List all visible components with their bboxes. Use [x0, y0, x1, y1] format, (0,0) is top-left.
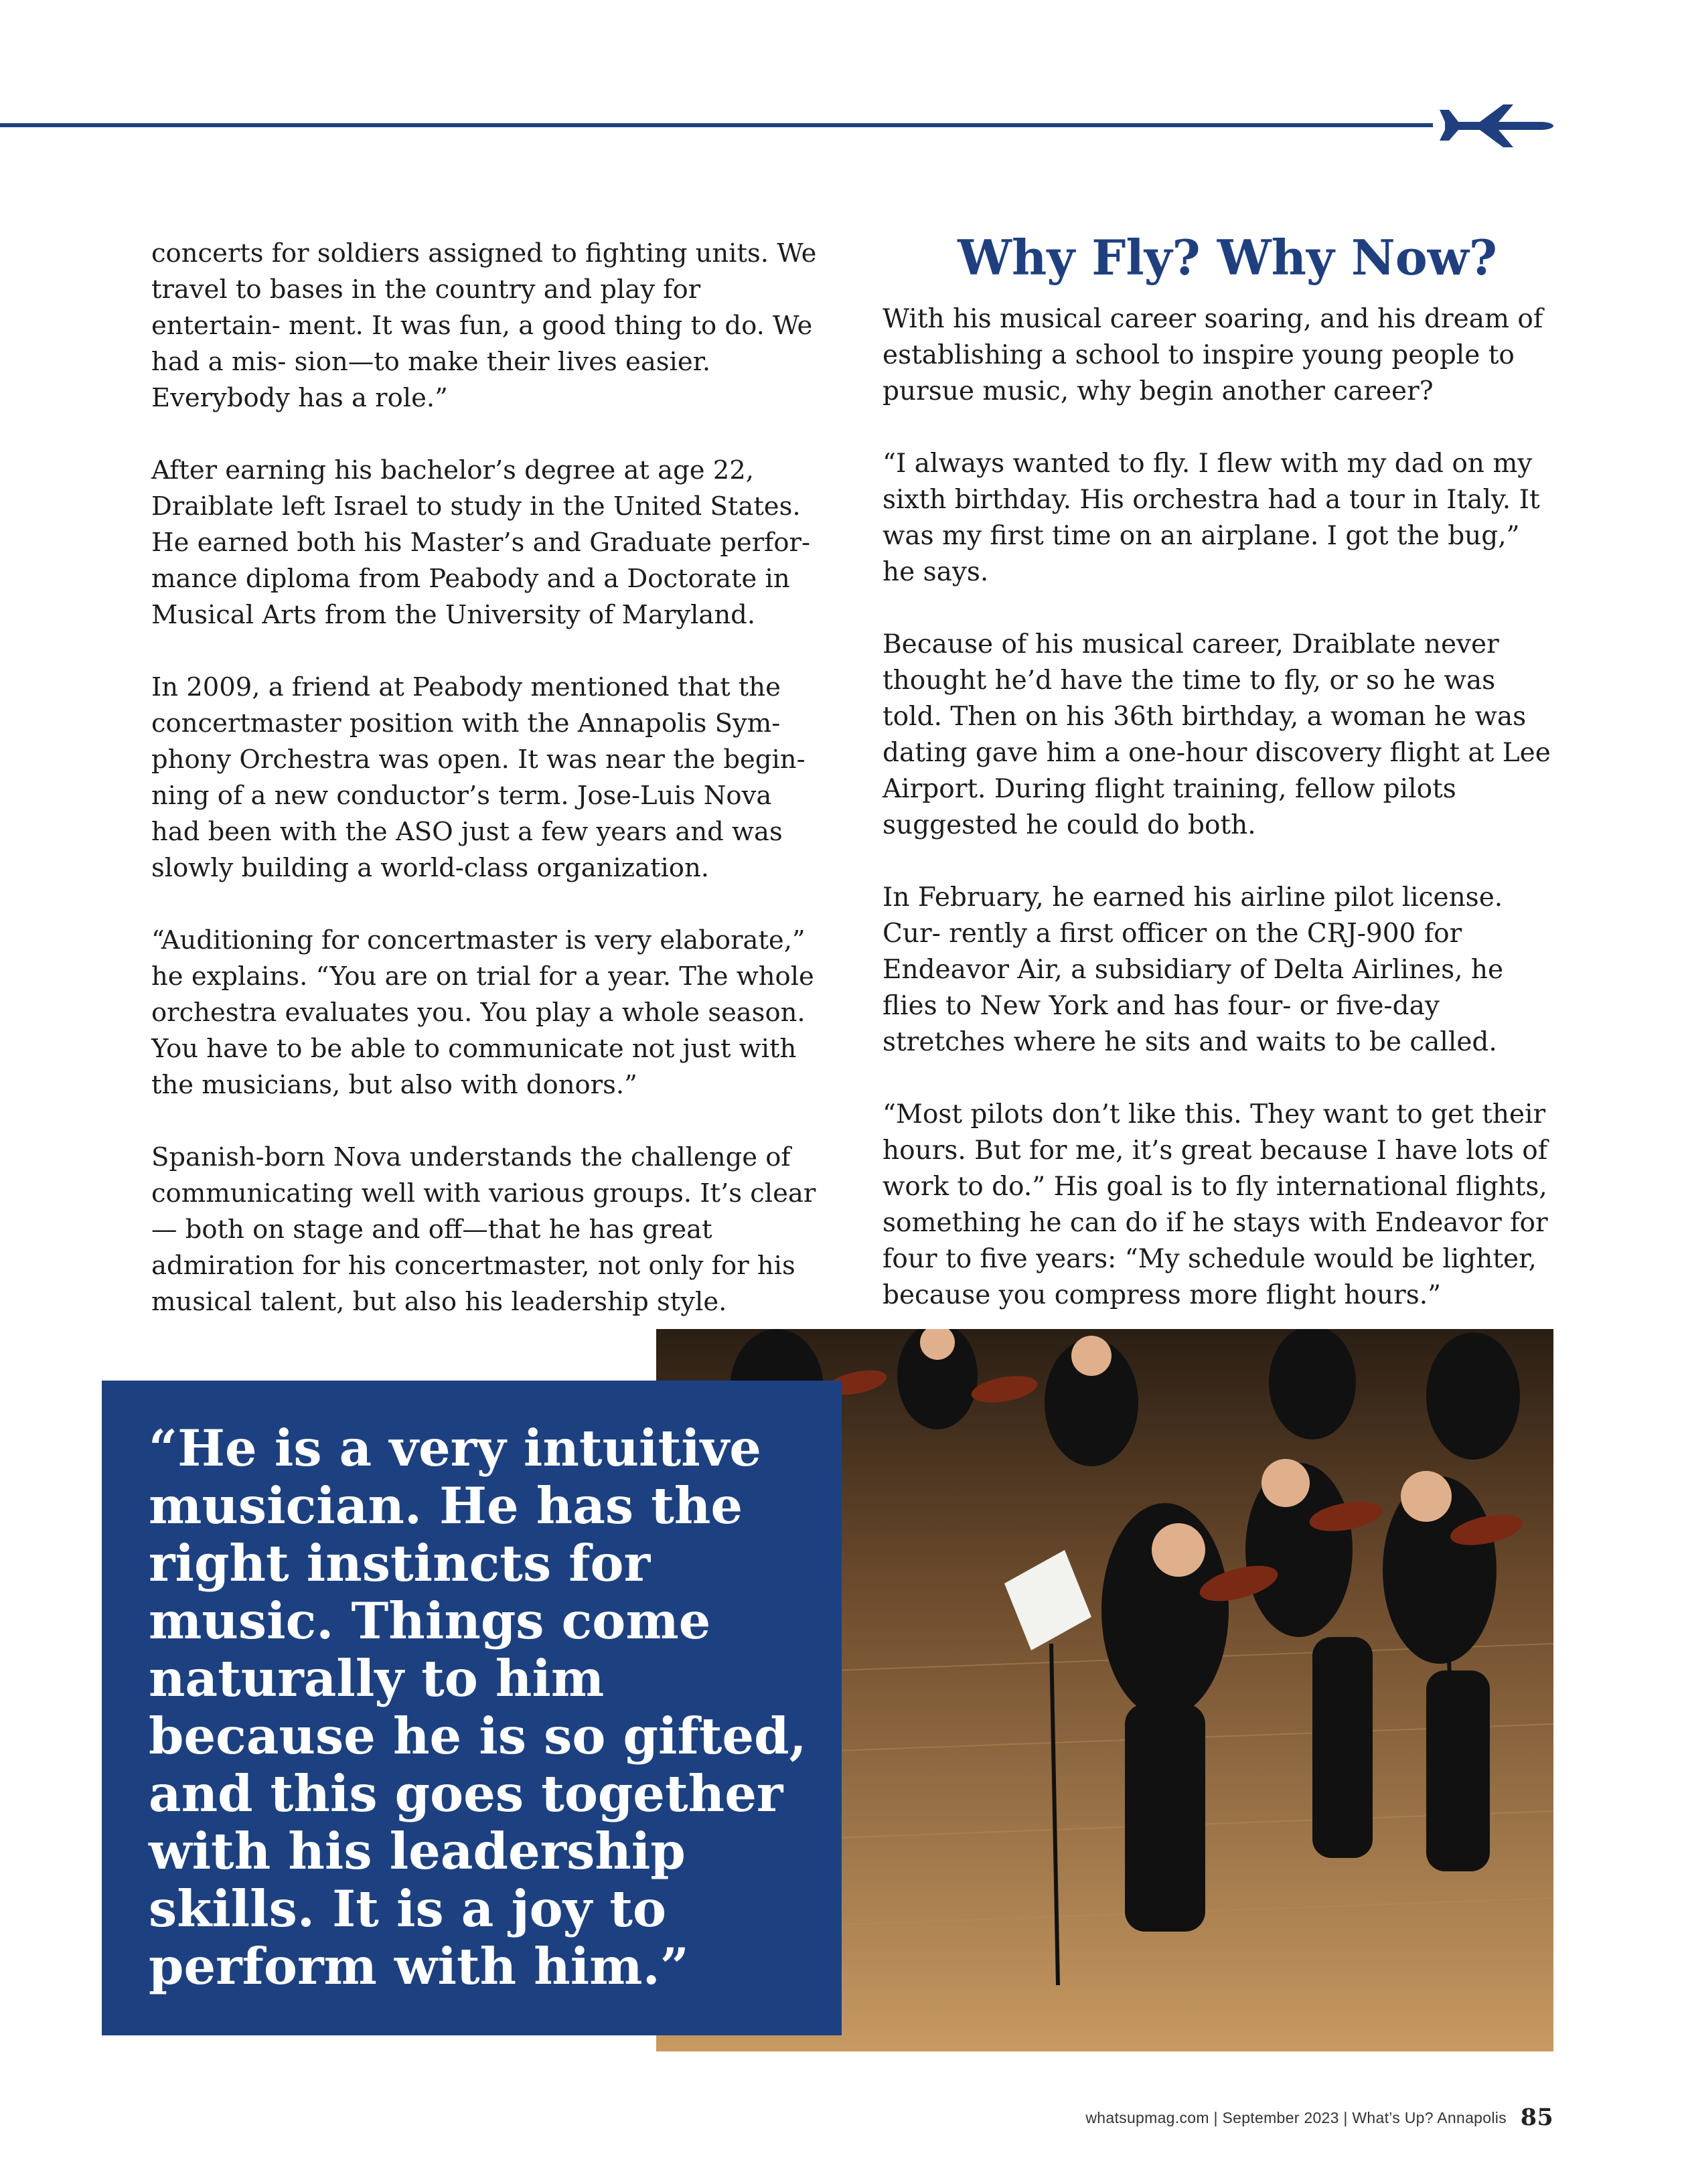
right-paragraph-1: With his musical career soaring, and his dream of establishing a school to inspire young people to pursue music, why begin another career? [883, 304, 1543, 406]
left-paragraph-1: concerts for soldiers assigned to fighting units. We travel to bases in the country and play for entertain- ment. It was fun, a good thing to do. We had a mis- sion—to make their lives easier. Everybody has a role.” [151, 238, 817, 413]
left-paragraph-5: Spanish-born Nova understands the challenge of communicating well with various groups. It’s clear— both on stage and off—that he has great admiration for his concertmaster, not only for his musical talent, but also his leadership style. [151, 1142, 816, 1317]
left-paragraph-2: After earning his bachelor’s degree at age 22, Draiblate left Israel to study in the United States. He earned both his Master’s and Graduate perfor- mance diploma from Peabody and a Doctorate in Musical Arts from the University of Maryland. [151, 455, 810, 630]
airplane-icon [1440, 102, 1553, 149]
left-paragraph-3: In 2009, a friend at Peabody mentioned that the concertmaster position with the Annapolis Sym- phony Orchestra was open. It was near the begin- ning of a new conductor’s term. Jose-Luis Nova had been with the ASO just a few years and was slowly building a world-class organization. [151, 672, 806, 883]
header-rule [0, 123, 1433, 127]
left-column [151, 236, 821, 1356]
footer-text: whatsupmag.com | September 2023 | What’s Up? Annapolis [1085, 2109, 1507, 2126]
page-footer [1085, 2104, 1553, 2131]
right-paragraph-4: In February, he earned his airline pilot license. Cur- rently a first officer on the CRJ-900 for Endeavor Air, a subsidiary of Delta Airlines, he flies to New York and has four- or five-day stretches where he sits and waits to be called. [883, 882, 1504, 1057]
pull-quote-text: “He is a very intuitive musician. He has the right instincts for music. Things come naturally to him because he is so gifted, and this goes together with his leadership skills. It is a joy to perform with him.” [149, 1419, 807, 1996]
right-paragraph-5: “Most pilots don’t like this. They want to get their hours. But for me, it’s great because I have lots of work to do.” His goal is to fly international flights, something he can do if he stays with Endeavor for four to five years: “My schedule would be lighter, because you compress more flight hours.” [883, 1099, 1548, 1310]
left-paragraph-4: “Auditioning for concertmaster is very elaborate,” he explains. “You are on trial for a year. The whole orchestra evaluates you. You play a whole season. You have to be able to communicate not just with the musicians, but also with donors.” [151, 925, 814, 1100]
page-number: 85 [1520, 2104, 1553, 2131]
right-paragraph-2: “I always wanted to fly. I flew with my dad on my sixth birthday. His orchestra had a tour in Italy. It was my first time on an airplane. I got the bug,” he says. [883, 449, 1540, 587]
right-column [883, 228, 1552, 1350]
right-paragraph-3: Because of his musical career, Draiblate never thought he’d have the time to fly, or so he was told. Then on his 36th birthday, a woman he was dating gave him a one-hour discovery flight at Lee Airport. During flight training, fellow pilots suggested he could do both. [883, 629, 1551, 840]
pull-quote-box [102, 1381, 842, 2035]
section-heading: Why Fly? Why Now? [958, 229, 1497, 286]
